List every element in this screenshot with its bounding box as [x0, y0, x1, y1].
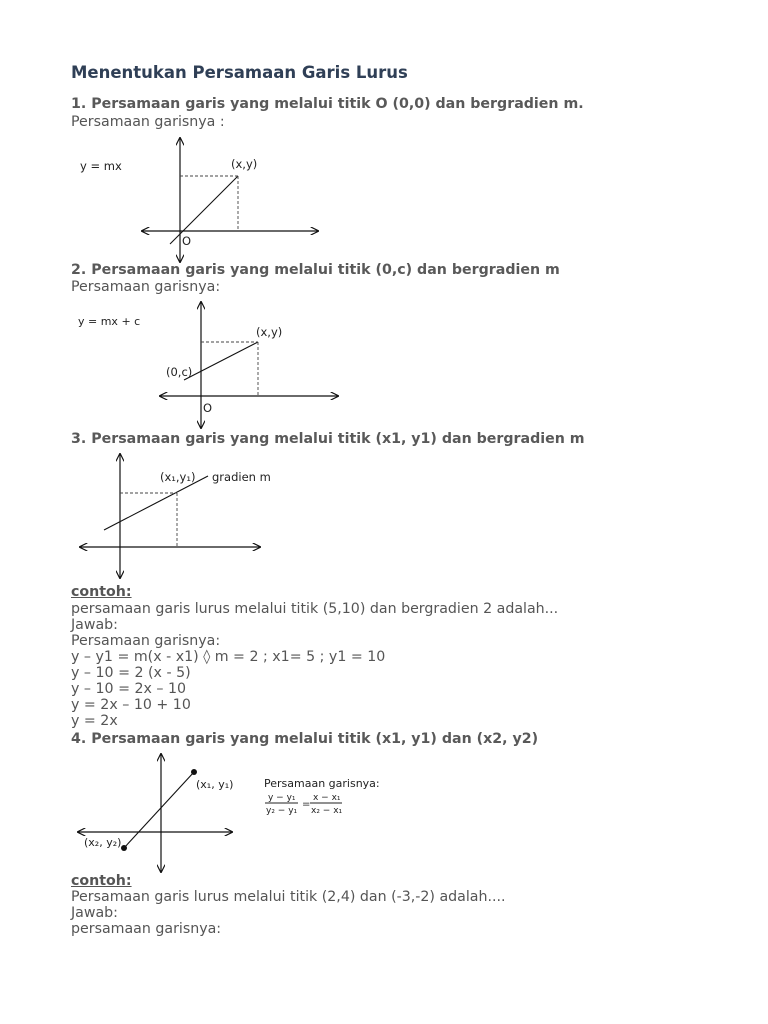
section-4-heading: 4. Persamaan garis yang melalui titik (x1, y1) dan (x2, y2) — [71, 731, 539, 747]
point-label: (x₁,y₁) — [160, 470, 196, 484]
example-1-line: y – y1 = m(x - x1) ◊ m = 2 ; x1= 5 ; y1 = 10 — [71, 649, 386, 665]
point-label: (x,y) — [256, 325, 283, 339]
figure-1-equation: y = mx — [80, 159, 122, 173]
formula-title: Persamaan garisnya: — [264, 777, 380, 790]
figure-1-graph — [70, 134, 330, 264]
section-3-heading: 3. Persamaan garis yang melalui titik (x1, y1) dan bergradien m — [71, 431, 585, 447]
example-1-line: Jawab: — [71, 617, 118, 633]
point-2-label: (x₂, y₂) — [84, 836, 122, 849]
example-1-line: y = 2x – 10 + 10 — [71, 697, 191, 713]
formula-numerator-right: x − x₁ — [313, 793, 341, 803]
figure-4-graph — [70, 752, 390, 882]
point-label: (x,y) — [231, 157, 258, 171]
example-2-line: Persamaan garis lurus melalui titik (2,4) dan (-3,-2) adalah.... — [71, 889, 506, 905]
section-2-subtext: Persamaan garisnya: — [71, 279, 221, 295]
section-1-subtext: Persamaan garisnya : — [71, 114, 225, 130]
example-1-line: persamaan garis lurus melalui titik (5,10) dan bergradien 2 adalah... — [71, 601, 559, 617]
page-title: Menentukan Persamaan Garis Lurus — [71, 63, 408, 82]
formula-numerator-left: y − y₁ — [268, 793, 296, 803]
origin-label: O — [203, 401, 213, 415]
example-1-line: Persamaan garisnya: — [71, 633, 221, 649]
formula-denominator-right: x₂ − x₁ — [311, 806, 343, 816]
point-1-label: (x₁, y₁) — [196, 778, 234, 791]
figure-2-graph — [70, 300, 360, 430]
point-2-marker — [121, 845, 127, 851]
formula-denominator-left: y₂ − y₁ — [266, 806, 298, 816]
graph-line — [124, 772, 194, 848]
graph-line — [184, 342, 258, 380]
example-2-line: persamaan garisnya: — [71, 921, 222, 937]
point-1-marker — [191, 769, 197, 775]
example-2-label: contoh: — [71, 873, 132, 889]
example-1-line: y = 2x — [71, 713, 118, 729]
formula-equals: = — [302, 799, 311, 810]
intercept-label: (0,c) — [166, 365, 193, 379]
origin-label: O — [182, 234, 192, 248]
example-1-line: y – 10 = 2x – 10 — [71, 681, 187, 697]
section-2-heading: 2. Persamaan garis yang melalui titik (0,c) dan bergradien m — [71, 262, 560, 278]
gradient-label: gradien m — [212, 470, 271, 484]
figure-2-equation: y = mx + c — [78, 315, 141, 328]
figure-3-graph — [70, 450, 300, 580]
example-1-line: y – 10 = 2 (x - 5) — [71, 665, 191, 681]
section-1-heading: 1. Persamaan garis yang melalui titik O (0,0) dan bergradien m. — [71, 96, 584, 112]
example-2-line: Jawab: — [71, 905, 118, 921]
example-1-label: contoh: — [71, 584, 132, 600]
